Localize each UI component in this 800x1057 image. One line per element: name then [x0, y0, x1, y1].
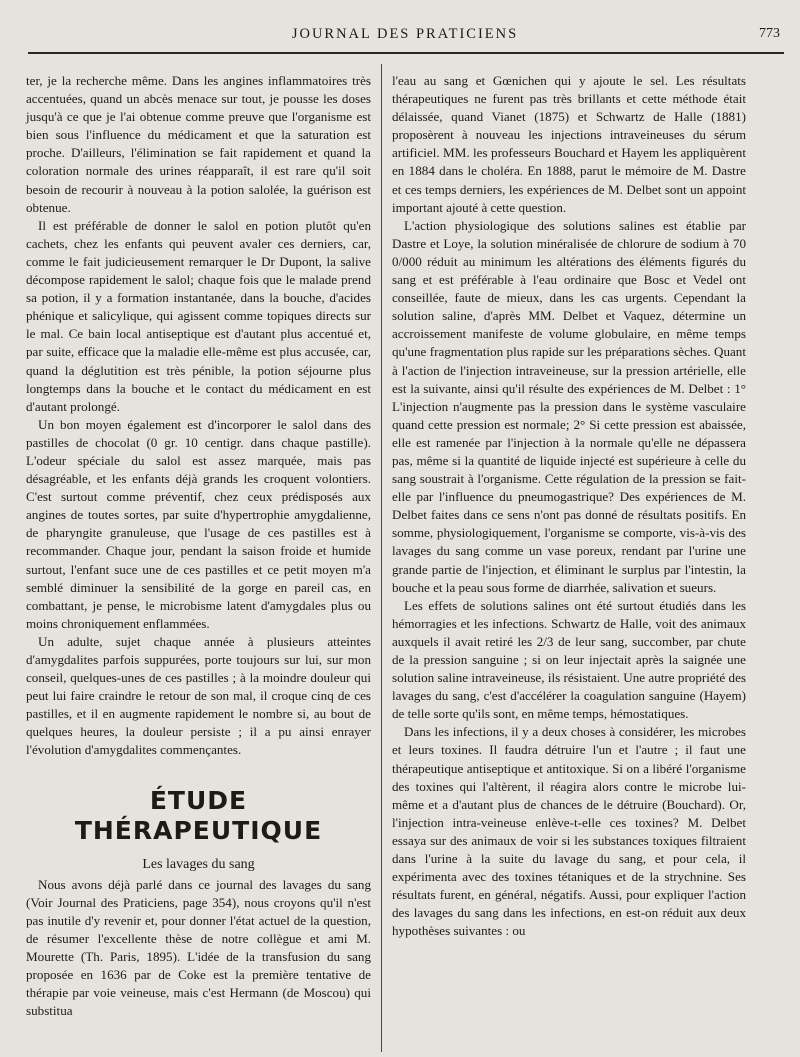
paragraph: Un bon moyen également est d'incorporer le salol dans des pastilles de chocolat (0 gr. 10 centigr. dans chaque pastille). L'odeur spéciale du salol est assez marquée, mais pas désagréable, et les enfants déjà grands les croquent volontiers. C'est surtout comme préventif, chez ceux prédisposés aux angines de toutes sortes, par suite d'hypertrophie amygdalienne, de pharyngite granuleuse, que l'usage de ces pastilles est à recommander. Chaque jour, pendant la saison froide et humide surtout, l'enfant suce une de ces pastilles et ce petit moyen m'a semblé diminuer la sensibilité de la gorge en pareil cas, en combattant, je pense, le microbisme latent d'amygdales plus ou moins chroniquement enflammées.	[26, 416, 371, 631]
paragraph: Nous avons déjà parlé dans ce journal des lavages du sang (Voir Journal des Praticiens, page 354), nous croyons qu'il n'est pas inutile d'y revenir et, pour donner l'état actuel de la question, de résumer l'excellente thèse de notre collègue et ami M. Mourette (Th. Paris, 1895). L'idée de la transfusion du sang proposée en 1636 par de Coke est la première tentative de thérapie par voie veineuse, mais c'est Hermann (de Moscou) qui substitua	[26, 876, 371, 1019]
left-column	[26, 72, 371, 1020]
paragraph: l'eau au sang et Gœnichen qui y ajoute le sel. Les résultats thérapeutiques ne furent pas très brillants et cette méthode était délaissée, quand Vianet (1875) et Schwartz de Halle (1881) proposèrent à nouveau les injections intraveineuses du sérum artificiel. MM. les professeurs Bouchard et Hayem les appliquèrent en 1884 dans le choléra. En 1888, parut le mémoire de M. Dastre et ces temps derniers, les expériences de M. Delbet sont un appoint important ajouté à cette question.	[392, 73, 746, 215]
running-title: JOURNAL DES PRATICIENS	[291, 26, 519, 42]
column-divider	[381, 64, 382, 1052]
paragraph: Les effets de solutions salines ont été surtout étudiés dans les hémorragies et les infections. Schwartz de Halle, voit des animaux auxquels il avait retiré les 2/3 de leur sang, succomber, par chute de la pression sanguine ; si on leur injectait après la saignée une solution saline intraveineuse, ils résistaient. Une autre propriété des lavages du sang, c'est d'accélérer la coagulation sanguine (Hayem) de telle sorte qu'ils sont, en même temps, hémostatiques.	[392, 597, 746, 722]
page-header	[30, 26, 780, 48]
paragraph: Dans les infections, il y a deux choses à considérer, les microbes et leurs toxines. Il faudra détruire l'un et l'autre ; il faut une thérapeutique antiseptique et antitoxique. Si on a libéré l'organisme des toxines qui l'altèrent, il réagira alors contre le microbe lui-même et a d'autant plus de chances de le détruire (Bouchard). Or, l'injection intra-veineuse enlève-t-elle ces toxines? M. Delbet essaya sur des animaux de voir si les substances toxiques filtraient dans l'urine à la suite du lavage du sang, et pour cela, il expérimenta avec des toxines tétaniques et de la strychnine. Ses résultats furent, en général, négatifs. Aussi, pour expliquer l'action des lavages du sang dans les infections, en est-on réduit aux deux hypothèses suivantes : ou	[392, 724, 746, 939]
paragraph: Il est préférable de donner le salol en potion plutôt qu'en cachets, chez les enfants qui peuvent avaler ces derniers, car, comme le fait judicieusement remarquer le Dr Dupont, la salive décompose rapidement le salol; chaque fois que le malade prend sa potion, il y a formation instantanée, dans la bouche, d'acides phénique et salicylique, qui agissent comme topiques directs sur le mal. Ce bain local antiseptique est d'autant plus accentué et, par suite, efficace que la maladie elle-même est plus accusée, car, quand la déglutition est très pénible, la potion séjourne plus longtemps dans la bouche et le contact du médicament en est d'autant prolongé.	[26, 217, 371, 414]
paragraph: Un adulte, sujet chaque année à plusieurs atteintes d'amygdalites parfois suppurées, porte toujours sur lui, sur mon conseil, quelques-unes de ces pastilles ; à la moindre douleur qui peut lui faire craindre le retour de son mal, il croque cinq de ces pastilles, et il en augmente rapidement le nombre si, au bout de quelques heures, la douleur persiste ; il a pu ainsi enrayer l'évolution d'amygdalites commençantes.	[26, 633, 371, 758]
paragraph: ter, je la recherche même. Dans les angines inflammatoires très accentuées, quand un abcès menace sur tout, je pousse les doses jusqu'à ce que je l'ai obtenue comme preuve que l'organisme est bien sous l'influence du médicament et que la saturation est proche. D'ailleurs, l'élimination se fait rapidement et quand la coloration normale des urines réapparaît, il est rare qu'il soit besoin de recourir à nouveau à la potion salolée, la guérison est obtenue.	[26, 73, 371, 215]
right-column	[392, 72, 746, 941]
page-number: 773	[759, 26, 780, 41]
section-title: ÉTUDE THÉRAPEUTIQUE	[74, 785, 323, 845]
header-rule	[28, 52, 784, 54]
paragraph: L'action physiologique des solutions salines est établie par Dastre et Loye, la solution minéralisée de chlorure de sodium à 70 0/000 réduit au minimum les altérations des éléments figurés du sang et est préférable à l'eau ordinaire que Bosc et Vedel ont conseillée, faute de mieux, dans les cas urgents. Cependant la solution saline, d'après MM. Delbet et Vaquez, détermine un accroissement manifeste de volume globulaire, en même temps qu'une fragmentation plus rapide sur les préparations sèches. Quant à l'action de l'injection intraveineuse, sur la pression artérielle, elle est la suivante, ainsi qu'il résulte des expériences de M. Delbet : 1° L'injection n'augmente pas la pression dans le système vasculaire quand cette pression est normale; 2° Si cette pression est abaissée, elle est ramenée par l'injection à la normale qu'elle ne dépassera pas, même si la quantité de liquide injecté est supérieure à celle du sang soustrait à l'organisme. Cette régulation de la pression se fait-elle par l'influence du pneumogastrique? Des expériences de M. Delbet faites dans ce sens n'ont pas donné de résultats positifs. En somme, physiologiquement, l'organisme se comporte, vis-à-vis des lavages du sang comme un vase poreux, rendant par l'urine une grande partie de l'injection, et éliminant le surplus par l'intestin, la bouche et la peau sous forme de diarrhée, salivation et sueurs.	[392, 217, 746, 595]
article-subtitle: Les lavages du sang	[142, 856, 255, 872]
